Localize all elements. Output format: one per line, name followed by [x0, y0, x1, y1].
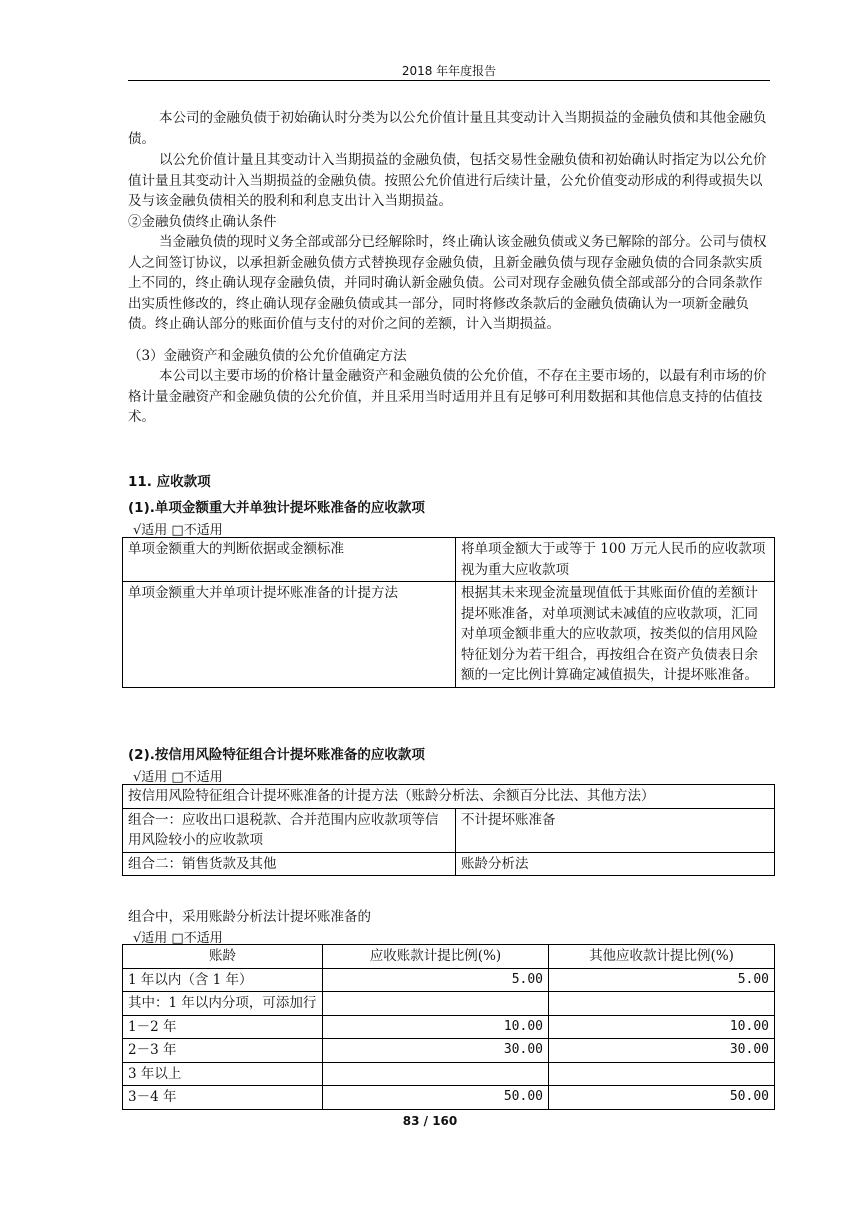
aging-cell: 1－2 年 [123, 1015, 323, 1039]
table-row [123, 1086, 775, 1110]
table-row [123, 852, 775, 876]
paragraph-financial-liabilities-classification: 本公司的金融负债于初始确认时分类为以公允价值计量且其变动计入当期损益的金融负债和其他金融负债。 [128, 110, 767, 147]
other-ratio-cell: 5.00 [549, 968, 775, 992]
paragraph-fvtpl-liabilities: 以公允价值计量且其变动计入当期损益的金融负债，包括交易性金融负债和初始确认时指定为以公允价值计量且其变动计入当期损益的金融负债。按照公允价值进行后续计量，公允价值变动形成的利得或损失以及与该金融负债相关的股利和利息支出计入当期损益。 [128, 152, 767, 209]
other-ratio-cell: 30.00 [549, 1039, 775, 1063]
table-header-row [123, 945, 775, 969]
other-ratio-cell: 50.00 [549, 1086, 775, 1110]
subheading-fair-value-method: （3）金融资产和金融负债的公允价值确定方法 [128, 348, 407, 364]
other-ratio-cell: 10.00 [549, 1015, 775, 1039]
table-credit-risk-portfolio [122, 784, 775, 876]
table-row [123, 968, 775, 992]
table-row [123, 785, 775, 809]
subsection-1-title: (1).单项金额重大并单独计提坏账准备的应收款项 [128, 500, 425, 516]
applicable-checkbox-1: √适用 □不适用 [133, 523, 223, 538]
column-header-other-ratio: 其他应收款计提比例(%) [549, 945, 775, 969]
page-header: 2018 年年度报告 [401, 64, 497, 78]
aging-cell: 3 年以上 [123, 1062, 323, 1086]
column-header-aging: 账龄 [123, 945, 323, 969]
aging-cell: 1 年以内（含 1 年） [123, 968, 323, 992]
table-cell-value: 根据其未来现金流量现值低于其账面价值的差额计提坏账准备，对单项测试未减值的应收款项，汇同对单项金额非重大的应收款项，按类似的信用风险特征划分为若干组合，再按组合在资产负债表日余额的一定比例计算确定减值损失，计提坏账准备。 [456, 582, 775, 688]
paragraph-derecognition: 当金融负债的现时义务全部或部分已经解除时，终止确认该金融负债或义务已解除的部分。公司与债权人之间签订协议，以承担新金融负债方式替换现存金融负债，且新金融负债与现存金融负债的合同条款实质上不同的，终止确认现存金融负债，并同时确认新金融负债。公司对现存金融负债全部或部分的合同条款作出实质性修改的，终止确认现存金融负债或其一部分，同时将修改条款后的金融负债确认为一项新金融负债。终止确认部分的账面价值与支付的对价之间的差额，计入当期损益。 [128, 234, 767, 332]
table-row [123, 808, 775, 852]
paragraph-fair-value-method: 本公司以主要市场的价格计量金融资产和金融负债的公允价值，不存在主要市场的，以最有利市场的价格计量金融资产和金融负债的公允价值，并且采用当时适用并且有足够可利用数据和其他信息支持的估值技术。 [128, 368, 767, 425]
ar-ratio-cell: 50.00 [323, 1086, 549, 1110]
table-row [123, 1015, 775, 1039]
table-row [123, 1039, 775, 1063]
table-cell-value: 账龄分析法 [456, 852, 775, 876]
applicable-checkbox-3: √适用 □不适用 [133, 931, 223, 946]
subheading-derecognition: ②金融负债终止确认条件 [128, 214, 277, 230]
ar-ratio-cell [323, 1062, 549, 1086]
ar-ratio-cell: 30.00 [323, 1039, 549, 1063]
table-row [123, 992, 775, 1016]
table-row [123, 1062, 775, 1086]
aging-cell: 2－3 年 [123, 1039, 323, 1063]
table-cell-value: 不计提坏账准备 [456, 808, 775, 852]
other-ratio-cell [549, 1062, 775, 1086]
aging-intro: 组合中，采用账龄分析法计提坏账准备的 [128, 909, 371, 925]
other-ratio-cell [549, 992, 775, 1016]
table-aging-analysis [122, 944, 775, 1110]
ar-ratio-cell: 10.00 [323, 1015, 549, 1039]
aging-cell: 3－4 年 [123, 1086, 323, 1110]
table-cell-label: 组合二：销售货款及其他 [123, 852, 456, 876]
table-significant-receivables [122, 537, 775, 688]
table-cell-label: 组合一：应收出口退税款、合并范围内应收款项等信用风险较小的应收款项 [123, 808, 456, 852]
header-rule [128, 80, 770, 81]
table-row [123, 538, 775, 582]
applicable-checkbox-2: √适用 □不适用 [133, 770, 223, 785]
ar-ratio-cell: 5.00 [323, 968, 549, 992]
column-header-ar-ratio: 应收账款计提比例(%) [323, 945, 549, 969]
table-cell-value: 将单项金额大于或等于 100 万元人民币的应收款项视为重大应收款项 [456, 538, 775, 582]
aging-cell: 其中：1 年以内分项，可添加行 [123, 992, 323, 1016]
table-cell-label: 单项金额重大并单项计提坏账准备的计提方法 [123, 582, 456, 688]
table-row [123, 582, 775, 688]
table-cell-label: 单项金额重大的判断依据或金额标准 [123, 538, 456, 582]
page-number: 83 / 160 [402, 1114, 458, 1128]
subsection-2-title: (2).按信用风险特征组合计提坏账准备的应收款项 [128, 747, 425, 763]
table-header-cell: 按信用风险特征组合计提坏账准备的计提方法（账龄分析法、余额百分比法、其他方法） [123, 785, 775, 809]
ar-ratio-cell [323, 992, 549, 1016]
section-11-title: 11. 应收款项 [128, 474, 211, 490]
